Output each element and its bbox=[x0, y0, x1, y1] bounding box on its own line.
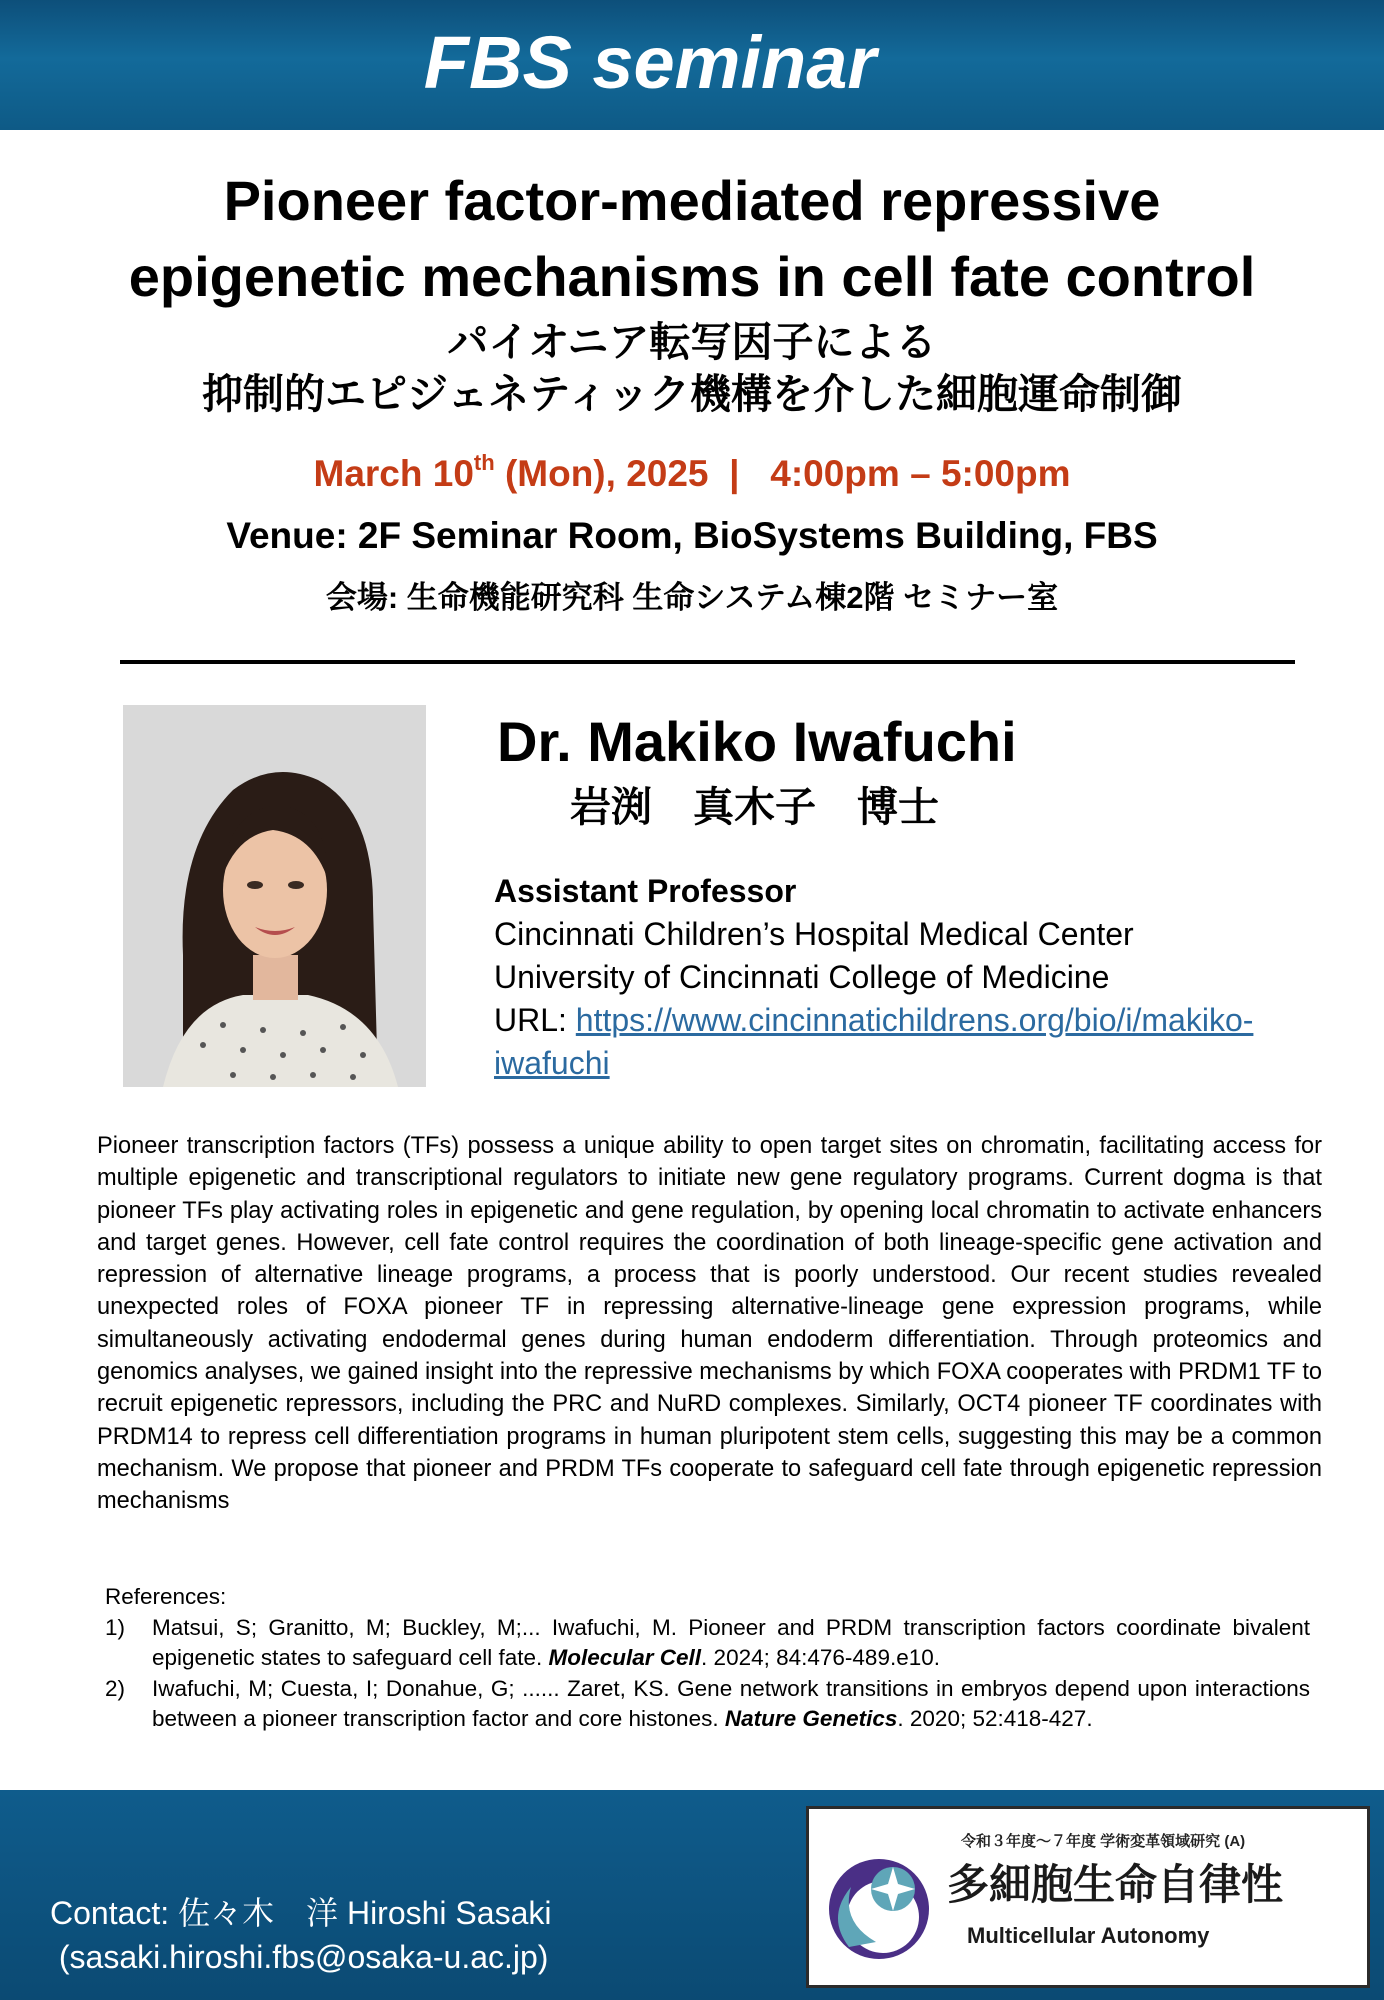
reference-journal: Molecular Cell bbox=[548, 1645, 702, 1670]
venue-jp: 会場: 生命機能研究科 生命システム棟2階 セミナー室 bbox=[325, 580, 1059, 615]
reference-number: 2) bbox=[105, 1675, 126, 1701]
talk-title-jp bbox=[40, 316, 1344, 420]
talk-title-jp-line1: パイオニア転写因子による bbox=[447, 319, 937, 365]
portrait-illustration bbox=[123, 705, 426, 1087]
reference-number: 1) bbox=[105, 1614, 126, 1640]
contact-name: Contact: 佐々木 洋 Hiroshi Sasaki bbox=[50, 1895, 552, 1931]
speaker-affiliation bbox=[494, 870, 1354, 1085]
talk-title-en-line2: epigenetic mechanisms in cell fate control bbox=[128, 245, 1256, 308]
venue-en: Venue: 2F Seminar Room, BioSystems Building, FBS bbox=[226, 515, 1158, 556]
talk-title-en bbox=[40, 163, 1344, 315]
seminar-series-title: FBS seminar bbox=[423, 21, 877, 104]
logo-title-jp: 多細胞生命自律性 bbox=[947, 1861, 1284, 1908]
logo-subtitle: 令和３年度～７年度 学術変革領域研究 (A) bbox=[961, 1833, 1246, 1850]
reference-item bbox=[105, 1613, 1310, 1674]
affiliation-hospital: Cincinnati Children’s Hospital Medical Center bbox=[494, 916, 1134, 952]
logo-title-en: Multicellular Autonomy bbox=[967, 1923, 1210, 1948]
header-banner bbox=[0, 0, 1384, 130]
speaker-photo bbox=[123, 705, 426, 1087]
talk-title-jp-line2: 抑制的エピジェネティック機構を介した細胞運命制御 bbox=[202, 371, 1182, 417]
abstract-text: Pioneer transcription factors (TFs) possess a unique ability to open target sites on chromatin, facilitating access for multiple epigenetic and transcriptional regulators to initiate new gene regulatory programs. Current dogma is that pioneer TFs play activating roles in epigenetic and gene regulation, by opening local chromatin to activate enhancers and target genes. However, cell fate control requires the coordination of both lineage-specific gene activation and repression of alternative lineage programs, a process that is poorly understood. Our recent studies revealed unexpected roles of FOXA pioneer TF in repressing alternative-lineage gene expression programs, while simultaneously activating endodermal genes during human endoderm differentiation. Through proteomics and genomics analyses, we gained insight into the repressive mechanisms by which FOXA cooperates with PRDM1 TF to recruit epigenetic repressors, including the PRC and NuRD complexes. Similarly, OCT4 pioneer TF coordinates with PRDM14 to repress cell differentiation programs in human pluripotent stem cells, suggesting this may be a common mechanism. We propose that pioneer and PRDM TFs cooperate to safeguard cell fate through epigenetic repression mechanisms bbox=[97, 1133, 1322, 1515]
speaker-name-jp: 岩渕 真木子 博士 bbox=[570, 784, 939, 830]
program-logo bbox=[806, 1806, 1370, 1988]
date-time bbox=[40, 448, 1344, 500]
speaker-url-line bbox=[494, 999, 1354, 1085]
references bbox=[105, 1582, 1310, 1735]
reference-citation: . 2020; 52:418-427. bbox=[897, 1706, 1093, 1731]
speaker-url-link[interactable]: https://www.cincinnatichildrens.org/bio/i/makiko-iwafuchi bbox=[494, 1002, 1254, 1081]
reference-text: Iwafuchi, M; Cuesta, I; Donahue, G; ...... Zaret, KS. Gene network transitions in embryos depend upon interactions between a pioneer transcription factor and core histones. bbox=[152, 1675, 1310, 1731]
multicellular-autonomy-logo-icon bbox=[821, 1837, 951, 1967]
talk-title-en-line1: Pioneer factor-mediated repressive bbox=[223, 169, 1161, 232]
date-prefix: March 10 bbox=[313, 453, 474, 494]
affiliation-university: University of Cincinnati College of Medicine bbox=[494, 959, 1110, 995]
date-superscript: th bbox=[473, 450, 495, 475]
reference-text: Matsui, S; Granitto, M; Buckley, M;... Iwafuchi, M. Pioneer and PRDM transcription factors coordinate bivalent epigenetic states to safeguard cell fate. bbox=[152, 1614, 1310, 1670]
reference-journal: Nature Genetics bbox=[724, 1706, 898, 1731]
contact-info bbox=[50, 1891, 551, 1979]
reference-item bbox=[105, 1674, 1310, 1735]
url-label: URL: bbox=[494, 1002, 576, 1038]
references-heading: References: bbox=[105, 1584, 227, 1609]
contact-email[interactable]: (sasaki.hiroshi.fbs@osaka-u.ac.jp) bbox=[50, 1939, 549, 1975]
speaker-name-en: Dr. Makiko Iwafuchi bbox=[497, 710, 1017, 773]
divider bbox=[120, 660, 1295, 664]
date-suffix: (Mon), 2025 | 4:00pm – 5:00pm bbox=[494, 453, 1071, 494]
speaker-position: Assistant Professor bbox=[494, 873, 797, 909]
reference-citation: . 2024; 84:476-489.e10. bbox=[701, 1645, 940, 1670]
